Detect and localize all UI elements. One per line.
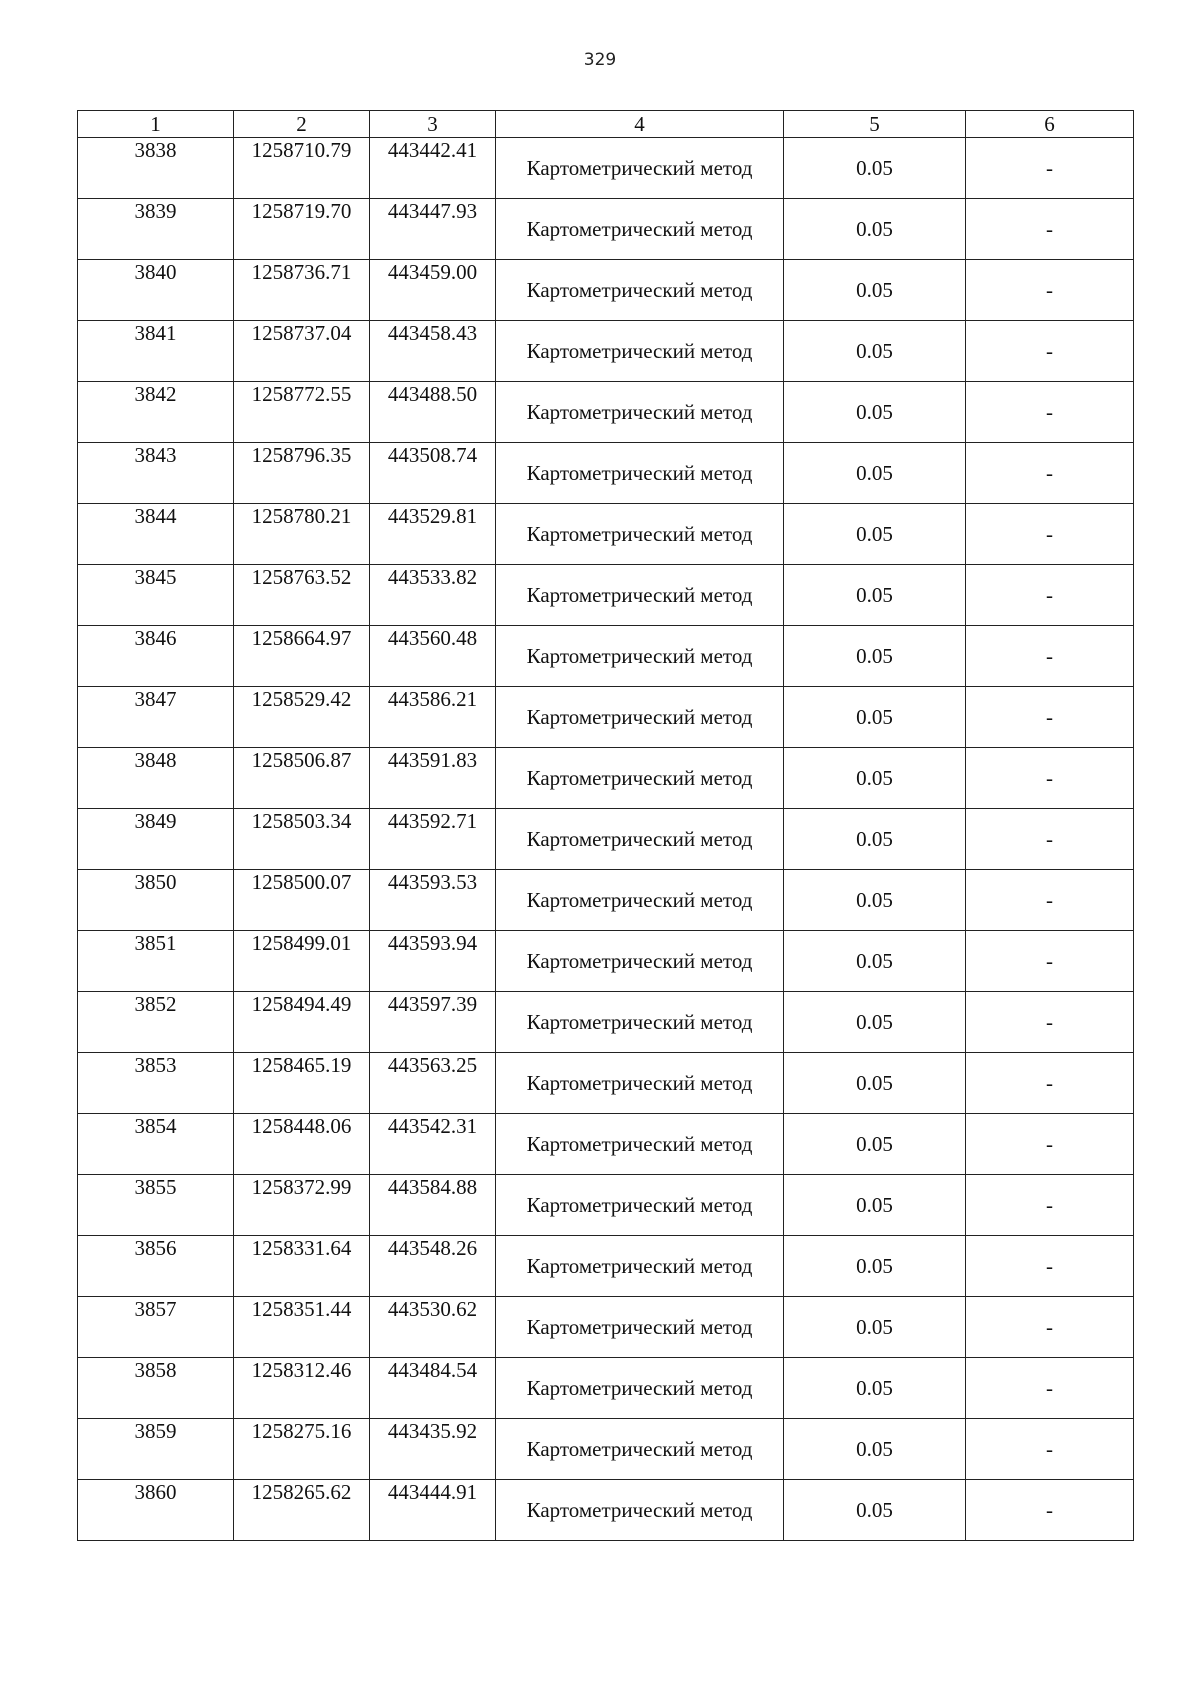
error-cell: 0.05 (784, 504, 966, 565)
table-row (78, 1053, 1134, 1114)
x-coordinate-cell: 1258664.97 (234, 626, 370, 687)
method-cell: Картометрический метод (496, 138, 784, 199)
note-cell: - (966, 809, 1134, 870)
x-coordinate-cell: 1258719.70 (234, 199, 370, 260)
note-cell: - (966, 1053, 1134, 1114)
y-coordinate-cell: 443435.92 (370, 1419, 496, 1480)
table-body (78, 138, 1134, 1541)
table-row (78, 809, 1134, 870)
table-header (78, 111, 1134, 138)
y-coordinate-cell: 443447.93 (370, 199, 496, 260)
point-number-cell: 3842 (78, 382, 234, 443)
note-cell: - (966, 626, 1134, 687)
method-cell: Картометрический метод (496, 1175, 784, 1236)
note-cell: - (966, 1297, 1134, 1358)
note-cell: - (966, 1419, 1134, 1480)
point-number-cell: 3850 (78, 870, 234, 931)
note-cell: - (966, 382, 1134, 443)
note-cell: - (966, 870, 1134, 931)
point-number-cell: 3843 (78, 443, 234, 504)
method-cell: Картометрический метод (496, 809, 784, 870)
error-cell: 0.05 (784, 1480, 966, 1541)
method-cell: Картометрический метод (496, 870, 784, 931)
table-row (78, 1419, 1134, 1480)
table-row (78, 443, 1134, 504)
table-row (78, 199, 1134, 260)
y-coordinate-cell: 443584.88 (370, 1175, 496, 1236)
x-coordinate-cell: 1258275.16 (234, 1419, 370, 1480)
method-cell: Картометрический метод (496, 1480, 784, 1541)
x-coordinate-cell: 1258331.64 (234, 1236, 370, 1297)
error-cell: 0.05 (784, 321, 966, 382)
x-coordinate-cell: 1258503.34 (234, 809, 370, 870)
error-cell: 0.05 (784, 1358, 966, 1419)
note-cell: - (966, 321, 1134, 382)
method-cell: Картометрический метод (496, 321, 784, 382)
point-number-cell: 3841 (78, 321, 234, 382)
method-cell: Картометрический метод (496, 1236, 784, 1297)
table-row (78, 504, 1134, 565)
y-coordinate-cell: 443444.91 (370, 1480, 496, 1541)
point-number-cell: 3840 (78, 260, 234, 321)
table-row (78, 870, 1134, 931)
x-coordinate-cell: 1258796.35 (234, 443, 370, 504)
x-coordinate-cell: 1258763.52 (234, 565, 370, 626)
point-number-cell: 3857 (78, 1297, 234, 1358)
error-cell: 0.05 (784, 1419, 966, 1480)
method-cell: Картометрический метод (496, 260, 784, 321)
note-cell: - (966, 443, 1134, 504)
error-cell: 0.05 (784, 443, 966, 504)
table-row (78, 382, 1134, 443)
column-header: 5 (784, 111, 966, 138)
y-coordinate-cell: 443458.43 (370, 321, 496, 382)
error-cell: 0.05 (784, 1053, 966, 1114)
note-cell: - (966, 748, 1134, 809)
point-number-cell: 3848 (78, 748, 234, 809)
table-row (78, 748, 1134, 809)
x-coordinate-cell: 1258312.46 (234, 1358, 370, 1419)
point-number-cell: 3839 (78, 199, 234, 260)
y-coordinate-cell: 443591.83 (370, 748, 496, 809)
error-cell: 0.05 (784, 138, 966, 199)
y-coordinate-cell: 443459.00 (370, 260, 496, 321)
header-row (78, 111, 1134, 138)
table-row (78, 626, 1134, 687)
y-coordinate-cell: 443593.94 (370, 931, 496, 992)
method-cell: Картометрический метод (496, 443, 784, 504)
error-cell: 0.05 (784, 870, 966, 931)
error-cell: 0.05 (784, 931, 966, 992)
error-cell: 0.05 (784, 992, 966, 1053)
point-number-cell: 3856 (78, 1236, 234, 1297)
point-number-cell: 3847 (78, 687, 234, 748)
note-cell: - (966, 565, 1134, 626)
point-number-cell: 3860 (78, 1480, 234, 1541)
point-number-cell: 3854 (78, 1114, 234, 1175)
y-coordinate-cell: 443592.71 (370, 809, 496, 870)
table-row (78, 565, 1134, 626)
error-cell: 0.05 (784, 809, 966, 870)
error-cell: 0.05 (784, 1175, 966, 1236)
y-coordinate-cell: 443508.74 (370, 443, 496, 504)
y-coordinate-cell: 443533.82 (370, 565, 496, 626)
point-number-cell: 3853 (78, 1053, 234, 1114)
error-cell: 0.05 (784, 199, 966, 260)
y-coordinate-cell: 443529.81 (370, 504, 496, 565)
table-row (78, 1236, 1134, 1297)
error-cell: 0.05 (784, 1114, 966, 1175)
x-coordinate-cell: 1258265.62 (234, 1480, 370, 1541)
coordinates-table (77, 110, 1134, 1541)
x-coordinate-cell: 1258448.06 (234, 1114, 370, 1175)
column-header: 2 (234, 111, 370, 138)
y-coordinate-cell: 443442.41 (370, 138, 496, 199)
point-number-cell: 3859 (78, 1419, 234, 1480)
y-coordinate-cell: 443530.62 (370, 1297, 496, 1358)
point-number-cell: 3852 (78, 992, 234, 1053)
point-number-cell: 3844 (78, 504, 234, 565)
x-coordinate-cell: 1258506.87 (234, 748, 370, 809)
column-header: 6 (966, 111, 1134, 138)
table-row (78, 1297, 1134, 1358)
point-number-cell: 3845 (78, 565, 234, 626)
x-coordinate-cell: 1258780.21 (234, 504, 370, 565)
y-coordinate-cell: 443548.26 (370, 1236, 496, 1297)
method-cell: Картометрический метод (496, 565, 784, 626)
y-coordinate-cell: 443488.50 (370, 382, 496, 443)
note-cell: - (966, 1175, 1134, 1236)
method-cell: Картометрический метод (496, 199, 784, 260)
x-coordinate-cell: 1258494.49 (234, 992, 370, 1053)
x-coordinate-cell: 1258737.04 (234, 321, 370, 382)
x-coordinate-cell: 1258772.55 (234, 382, 370, 443)
method-cell: Картометрический метод (496, 1358, 784, 1419)
table-row (78, 687, 1134, 748)
y-coordinate-cell: 443560.48 (370, 626, 496, 687)
note-cell: - (966, 1358, 1134, 1419)
note-cell: - (966, 138, 1134, 199)
table-row (78, 260, 1134, 321)
column-header: 4 (496, 111, 784, 138)
point-number-cell: 3846 (78, 626, 234, 687)
point-number-cell: 3851 (78, 931, 234, 992)
table-row (78, 992, 1134, 1053)
method-cell: Картометрический метод (496, 931, 784, 992)
error-cell: 0.05 (784, 626, 966, 687)
method-cell: Картометрический метод (496, 1053, 784, 1114)
table-row (78, 931, 1134, 992)
error-cell: 0.05 (784, 260, 966, 321)
error-cell: 0.05 (784, 1297, 966, 1358)
method-cell: Картометрический метод (496, 1297, 784, 1358)
method-cell: Картометрический метод (496, 382, 784, 443)
error-cell: 0.05 (784, 1236, 966, 1297)
method-cell: Картометрический метод (496, 1114, 784, 1175)
y-coordinate-cell: 443597.39 (370, 992, 496, 1053)
note-cell: - (966, 504, 1134, 565)
note-cell: - (966, 687, 1134, 748)
note-cell: - (966, 1236, 1134, 1297)
table-row (78, 321, 1134, 382)
error-cell: 0.05 (784, 687, 966, 748)
note-cell: - (966, 260, 1134, 321)
x-coordinate-cell: 1258529.42 (234, 687, 370, 748)
page-number: 329 (583, 50, 617, 70)
point-number-cell: 3858 (78, 1358, 234, 1419)
note-cell: - (966, 931, 1134, 992)
column-header: 1 (78, 111, 234, 138)
table-row (78, 1480, 1134, 1541)
method-cell: Картометрический метод (496, 1419, 784, 1480)
x-coordinate-cell: 1258710.79 (234, 138, 370, 199)
y-coordinate-cell: 443593.53 (370, 870, 496, 931)
table-row (78, 138, 1134, 199)
method-cell: Картометрический метод (496, 626, 784, 687)
error-cell: 0.05 (784, 382, 966, 443)
point-number-cell: 3838 (78, 138, 234, 199)
x-coordinate-cell: 1258372.99 (234, 1175, 370, 1236)
x-coordinate-cell: 1258351.44 (234, 1297, 370, 1358)
y-coordinate-cell: 443542.31 (370, 1114, 496, 1175)
table-row (78, 1114, 1134, 1175)
point-number-cell: 3849 (78, 809, 234, 870)
error-cell: 0.05 (784, 748, 966, 809)
y-coordinate-cell: 443586.21 (370, 687, 496, 748)
y-coordinate-cell: 443563.25 (370, 1053, 496, 1114)
point-number-cell: 3855 (78, 1175, 234, 1236)
note-cell: - (966, 1114, 1134, 1175)
method-cell: Картометрический метод (496, 687, 784, 748)
method-cell: Картометрический метод (496, 504, 784, 565)
error-cell: 0.05 (784, 565, 966, 626)
x-coordinate-cell: 1258736.71 (234, 260, 370, 321)
table-row (78, 1175, 1134, 1236)
method-cell: Картометрический метод (496, 992, 784, 1053)
x-coordinate-cell: 1258465.19 (234, 1053, 370, 1114)
column-header: 3 (370, 111, 496, 138)
table-row (78, 1358, 1134, 1419)
note-cell: - (966, 992, 1134, 1053)
note-cell: - (966, 199, 1134, 260)
x-coordinate-cell: 1258500.07 (234, 870, 370, 931)
x-coordinate-cell: 1258499.01 (234, 931, 370, 992)
note-cell: - (966, 1480, 1134, 1541)
y-coordinate-cell: 443484.54 (370, 1358, 496, 1419)
method-cell: Картометрический метод (496, 748, 784, 809)
